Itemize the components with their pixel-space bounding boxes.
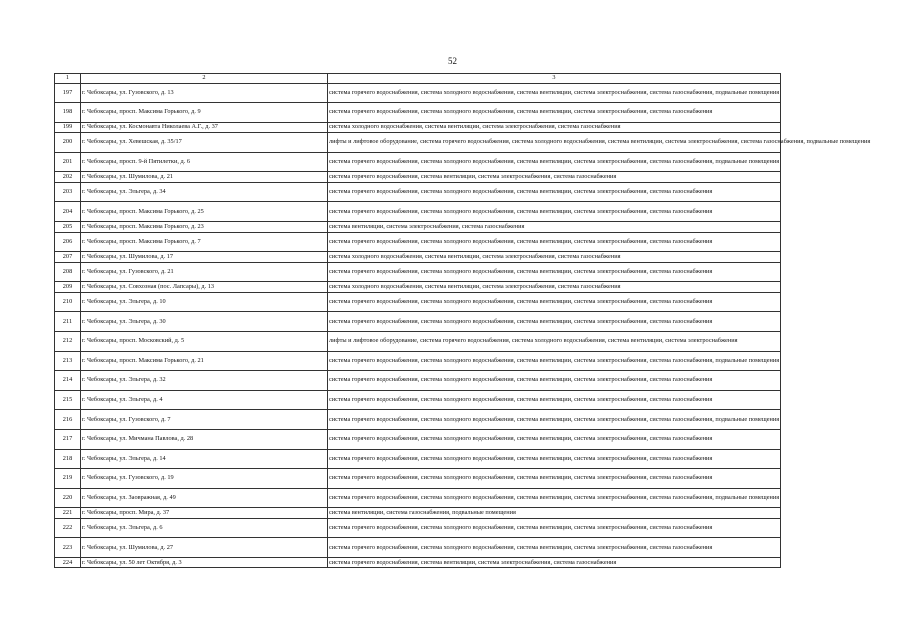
table-row: [55, 351, 781, 371]
table-row: [55, 202, 781, 222]
systems-cell: система горячего водоснабжения, система холодного водоснабжения, система вентиляции, система электроснабжения, система газоснабжения, подвальные помещения: [328, 83, 781, 103]
table-row: [55, 508, 781, 519]
row-number-cell: 210: [55, 292, 81, 312]
address-cell: г. Чебоксары, ул. Эльгера, д. 30: [81, 312, 328, 332]
table-row: [55, 488, 781, 508]
systems-cell: система вентиляции, система газоснабжения, подвальные помещения: [328, 508, 781, 519]
systems-cell: система горячего водоснабжения, система холодного водоснабжения, система вентиляции, система электроснабжения, система газоснабжения: [328, 449, 781, 469]
address-cell: г. Чебоксары, просп. Мира, д. 37: [81, 508, 328, 519]
column-header-systems: 3: [328, 74, 781, 84]
table-row: [55, 538, 781, 558]
address-cell: г. Чебоксары, ул. Эльгера, д. 6: [81, 518, 328, 538]
row-number-cell: 214: [55, 371, 81, 391]
address-cell: г. Чебоксары, просп. 9-й Пятилетки, д. 6: [81, 152, 328, 172]
table-row: [55, 182, 781, 202]
table-body: [55, 74, 871, 568]
systems-cell: система горячего водоснабжения, система холодного водоснабжения, система вентиляции, система электроснабжения, система газоснабжения, подвальные помещения: [328, 410, 781, 430]
systems-cell: система холодного водоснабжения, система вентиляции, система электроснабжения, система газоснабжения: [328, 122, 781, 133]
systems-cell: система горячего водоснабжения, система холодного водоснабжения, система вентиляции, система электроснабжения, система газоснабжения: [328, 262, 781, 282]
table-row: [55, 331, 781, 351]
systems-cell: система горячего водоснабжения, система холодного водоснабжения, система вентиляции, система электроснабжения, система газоснабжения: [328, 429, 781, 449]
row-number-cell: 213: [55, 351, 81, 371]
address-cell: г. Чебоксары, ул. Шумилова, д. 27: [81, 538, 328, 558]
address-cell: г. Чебоксары, просп. Максима Горького, д. 25: [81, 202, 328, 222]
address-cell: г. Чебоксары, ул. Гузовского, д. 21: [81, 262, 328, 282]
address-cell: г. Чебоксары, ул. Мичмана Павлова, д. 28: [81, 429, 328, 449]
row-number-cell: 203: [55, 182, 81, 202]
table-row: [55, 292, 781, 312]
address-cell: г. Чебоксары, ул. Хевешская, д. 35/17: [81, 133, 328, 153]
systems-cell: система горячего водоснабжения, система холодного водоснабжения, система вентиляции, система электроснабжения, система газоснабжения, подвальные помещения: [328, 152, 781, 172]
address-cell: г. Чебоксары, ул. Гузовского, д. 7: [81, 410, 328, 430]
page-number: 52: [448, 56, 457, 66]
table-row: [55, 122, 781, 133]
address-cell: г. Чебоксары, ул. Эльгера, д. 4: [81, 390, 328, 410]
address-cell: г. Чебоксары, ул. Эльгера, д. 34: [81, 182, 328, 202]
table-row: [55, 133, 781, 153]
table-row: [55, 312, 781, 332]
table-row: [55, 262, 781, 282]
table-row: [55, 252, 781, 263]
row-number-cell: 221: [55, 508, 81, 519]
table-row: [55, 222, 781, 233]
row-number-cell: 206: [55, 232, 81, 252]
address-cell: г. Чебоксары, ул. Заовражная, д. 49: [81, 488, 328, 508]
systems-cell: система холодного водоснабжения, система вентиляции, система электроснабжения, система газоснабжения: [328, 282, 781, 293]
row-number-cell: 201: [55, 152, 81, 172]
row-number-cell: 218: [55, 449, 81, 469]
table-row: [55, 390, 781, 410]
systems-cell: система горячего водоснабжения, система холодного водоснабжения, система вентиляции, система электроснабжения, система газоснабжения: [328, 371, 781, 391]
table-row: [55, 518, 781, 538]
table-row: [55, 103, 781, 123]
systems-table: [54, 73, 871, 568]
table-row: [55, 410, 781, 430]
systems-cell: система горячего водоснабжения, система холодного водоснабжения, система вентиляции, система электроснабжения, система газоснабжения: [328, 232, 781, 252]
column-header-address: 2: [81, 74, 328, 84]
systems-cell: система горячего водоснабжения, система холодного водоснабжения, система вентиляции, система электроснабжения, система газоснабжения, подвальные помещения: [328, 488, 781, 508]
row-number-cell: 197: [55, 83, 81, 103]
address-cell: г. Чебоксары, ул. Эльгера, д. 10: [81, 292, 328, 312]
systems-cell: система горячего водоснабжения, система холодного водоснабжения, система вентиляции, система электроснабжения, система газоснабжения: [328, 518, 781, 538]
table-row: [55, 469, 781, 489]
address-cell: г. Чебоксары, ул. Гузовского, д. 19: [81, 469, 328, 489]
table-row: [55, 83, 781, 103]
row-number-cell: 205: [55, 222, 81, 233]
table-row: [55, 152, 781, 172]
address-cell: г. Чебоксары, ул. Совхозная (пос. Лапсары), д. 13: [81, 282, 328, 293]
row-number-cell: 222: [55, 518, 81, 538]
row-number-cell: 223: [55, 538, 81, 558]
table-row: [55, 371, 781, 391]
systems-cell: система горячего водоснабжения, система холодного водоснабжения, система вентиляции, система электроснабжения, система газоснабжения, подвальные помещения: [328, 351, 781, 371]
address-cell: г. Чебоксары, ул. Эльгера, д. 14: [81, 449, 328, 469]
address-cell: г. Чебоксары, ул. 50 лет Октября, д. 3: [81, 557, 328, 568]
address-cell: г. Чебоксары, просп. Максима Горького, д. 7: [81, 232, 328, 252]
row-number-cell: 208: [55, 262, 81, 282]
table-row: [55, 429, 781, 449]
table-header-row: [55, 74, 781, 84]
row-number-cell: 200: [55, 133, 81, 153]
row-number-cell: 202: [55, 172, 81, 183]
address-cell: г. Чебоксары, просп. Максима Горького, д. 21: [81, 351, 328, 371]
address-cell: г. Чебоксары, просп. Максима Горького, д. 23: [81, 222, 328, 233]
row-number-cell: 207: [55, 252, 81, 263]
systems-cell: система горячего водоснабжения, система холодного водоснабжения, система вентиляции, система электроснабжения, система газоснабжения: [328, 538, 781, 558]
systems-cell: система горячего водоснабжения, система холодного водоснабжения, система вентиляции, система электроснабжения, система газоснабжения: [328, 292, 781, 312]
row-number-cell: 219: [55, 469, 81, 489]
systems-cell: система горячего водоснабжения, система холодного водоснабжения, система вентиляции, система электроснабжения, система газоснабжения: [328, 202, 781, 222]
row-number-cell: 209: [55, 282, 81, 293]
address-cell: г. Чебоксары, ул. Космонавта Николаева А.Г., д. 37: [81, 122, 328, 133]
row-number-cell: 211: [55, 312, 81, 332]
row-number-cell: 215: [55, 390, 81, 410]
systems-cell: лифты и лифтовое оборудование, система горячего водоснабжения, система холодного водоснабжения, система вентиляции, система электроснабжения: [328, 331, 781, 351]
table-row: [55, 232, 781, 252]
address-cell: г. Чебоксары, просп. Максима Горького, д. 9: [81, 103, 328, 123]
row-number-cell: 199: [55, 122, 81, 133]
address-cell: г. Чебоксары, просп. Московский, д. 5: [81, 331, 328, 351]
row-number-cell: 216: [55, 410, 81, 430]
address-cell: г. Чебоксары, ул. Шумилова, д. 21: [81, 172, 328, 183]
systems-cell: система горячего водоснабжения, система холодного водоснабжения, система вентиляции, система электроснабжения, система газоснабжения: [328, 312, 781, 332]
systems-cell: система холодного водоснабжения, система вентиляции, система электроснабжения, система газоснабжения: [328, 252, 781, 263]
systems-cell: лифты и лифтовое оборудование, система горячего водоснабжения, система холодного водоснабжения, система вентиляции, система электроснабжения, система газоснабжения, подвальные помещения: [328, 133, 781, 153]
systems-cell: система горячего водоснабжения, система вентиляции, система электроснабжения, система газоснабжения: [328, 557, 781, 568]
row-number-cell: 198: [55, 103, 81, 123]
row-number-cell: 212: [55, 331, 81, 351]
address-cell: г. Чебоксары, ул. Шумилова, д. 17: [81, 252, 328, 263]
row-number-cell: 217: [55, 429, 81, 449]
table-row: [55, 449, 781, 469]
systems-cell: система горячего водоснабжения, система холодного водоснабжения, система вентиляции, система электроснабжения, система газоснабжения: [328, 390, 781, 410]
address-cell: г. Чебоксары, ул. Гузовского, д. 13: [81, 83, 328, 103]
systems-cell: система вентиляции, система электроснабжения, система газоснабжения: [328, 222, 781, 233]
systems-cell: система горячего водоснабжения, система вентиляции, система электроснабжения, система газоснабжения: [328, 172, 781, 183]
systems-cell: система горячего водоснабжения, система холодного водоснабжения, система вентиляции, система электроснабжения, система газоснабжения: [328, 182, 781, 202]
systems-cell: система горячего водоснабжения, система холодного водоснабжения, система вентиляции, система электроснабжения, система газоснабжения: [328, 103, 781, 123]
row-number-cell: 204: [55, 202, 81, 222]
table-row: [55, 557, 781, 568]
row-number-cell: 220: [55, 488, 81, 508]
row-number-cell: 224: [55, 557, 81, 568]
table-row: [55, 172, 781, 183]
table-row: [55, 282, 781, 293]
address-cell: г. Чебоксары, ул. Эльгера, д. 32: [81, 371, 328, 391]
column-header-number: 1: [55, 74, 81, 84]
systems-cell: система горячего водоснабжения, система холодного водоснабжения, система вентиляции, система электроснабжения, система газоснабжения: [328, 469, 781, 489]
